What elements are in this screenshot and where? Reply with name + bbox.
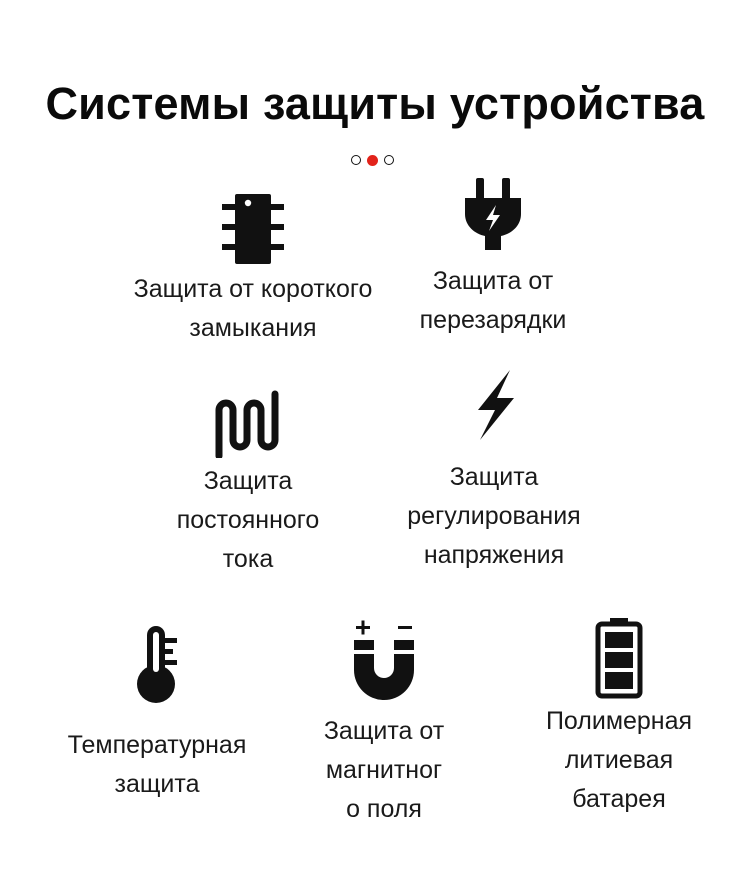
current-wave-icon	[213, 388, 283, 458]
feature-voltage-regulation	[374, 368, 614, 575]
plug-icon	[463, 178, 523, 252]
feature-dc-protection	[128, 388, 368, 579]
feature-overcharge	[373, 178, 613, 340]
pagination-dot[interactable]	[351, 155, 361, 165]
feature-label: Защита регулирования напряжения	[407, 463, 581, 569]
feature-label: Защита от перезарядки	[419, 267, 567, 334]
feature-label: Защита от магнитног о поля	[323, 717, 445, 823]
feature-label: Защита от короткого замыкания	[133, 275, 373, 342]
lightning-icon	[464, 368, 524, 442]
pagination-dot-active[interactable]	[367, 155, 378, 166]
feature-label: Температурная защита	[67, 731, 247, 798]
battery-icon	[594, 616, 644, 700]
pagination-dot[interactable]	[384, 155, 394, 165]
feature-temperature	[37, 624, 277, 804]
pagination-dots	[351, 153, 399, 167]
chip-icon	[218, 192, 288, 266]
feature-label: Защита постоянного тока	[176, 467, 320, 573]
feature-magnetic	[264, 616, 504, 829]
magnet-icon	[352, 616, 416, 704]
feature-battery	[504, 616, 734, 819]
page-title: Системы защиты устройства	[45, 78, 705, 129]
feature-short-circuit	[118, 192, 388, 348]
feature-label: Полимерная литиевая батарея	[545, 707, 693, 813]
thermometer-icon	[127, 624, 187, 706]
